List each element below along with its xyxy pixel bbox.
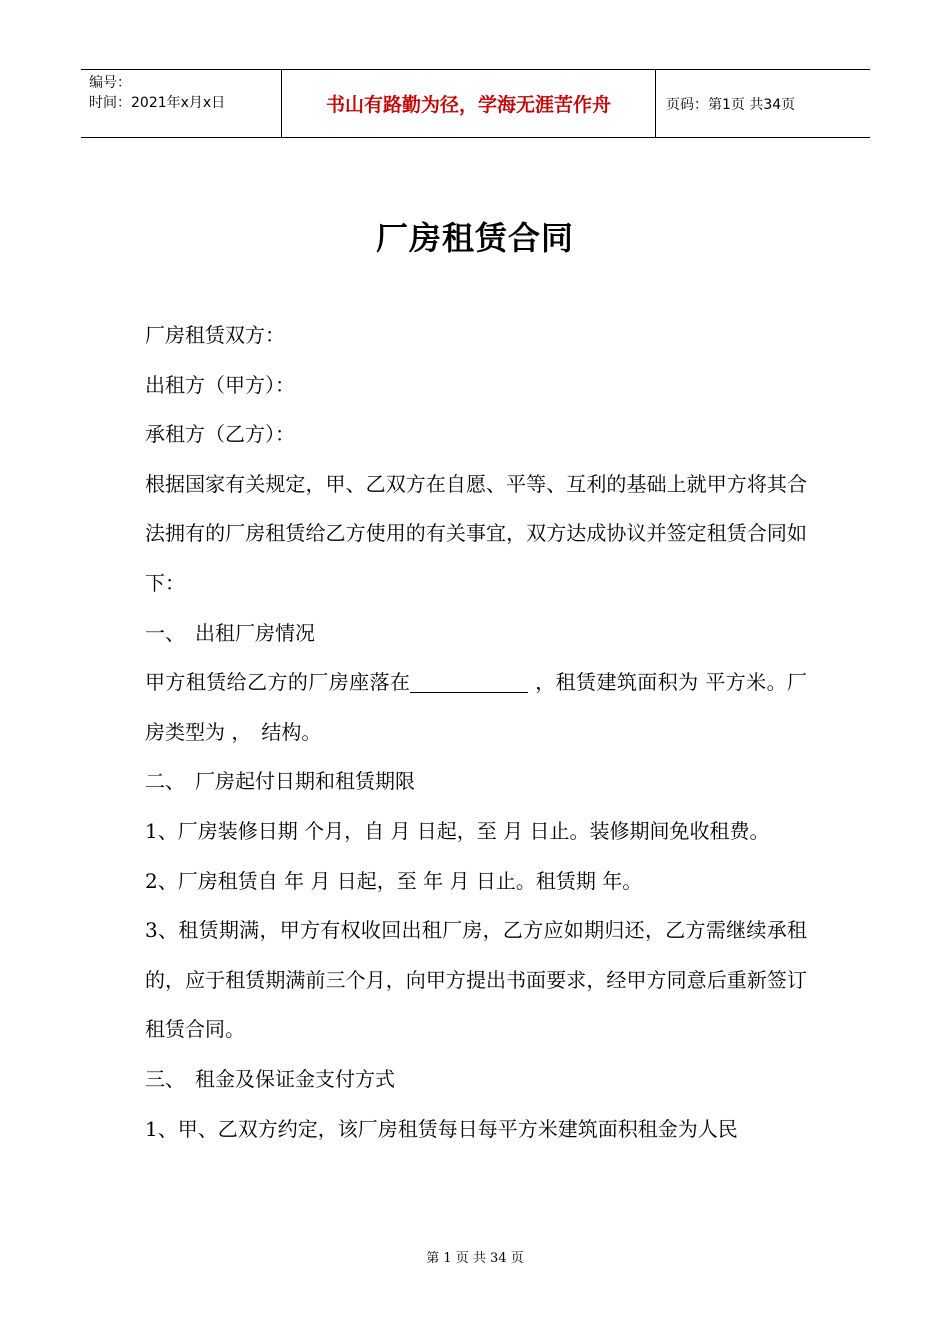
header-motto: 书山有路勤为径，学海无涯苦作舟 bbox=[281, 70, 656, 137]
header-page-info: 页码：第1页 共34页 bbox=[666, 96, 796, 113]
paragraph: 2、厂房租赁自 年 月 日起，至 年 月 日止。租赁期 年。 bbox=[145, 868, 643, 893]
section-heading: 二、 厂房起付日期和租赁期限 bbox=[145, 769, 415, 794]
paragraph: 厂房租赁双方： bbox=[145, 323, 285, 347]
paragraph: 根据国家有关规定，甲、乙双方在自愿、平等、互利的基础上就甲方将其合法拥有的厂房租赁给乙方使用的有关事宜，双方达成协议并签定租赁合同如下： bbox=[145, 471, 807, 595]
header-meta bbox=[81, 70, 281, 137]
paragraph-text: ，租赁建筑面积为 平方米。厂房类型为 ， 结构。 bbox=[145, 670, 808, 744]
paragraph: 1、甲、乙双方约定，该厂房租赁每日每平方米建筑面积租金为人民 bbox=[145, 1116, 738, 1141]
document-body bbox=[145, 311, 807, 1154]
paragraph-text: 甲方租赁给乙方的厂房座落在 bbox=[145, 670, 411, 695]
paragraph: 3、租赁期满，甲方有权收回出租厂房，乙方应如期归还，乙方需继续承租的，应于租赁期满前三个月，向甲方提出书面要求，经甲方同意后重新签订租赁合同。 bbox=[145, 918, 807, 1042]
fill-in-blank bbox=[410, 670, 528, 693]
section-heading: 三、 租金及保证金支付方式 bbox=[145, 1066, 395, 1091]
page-footer: 第 1 页 共 34 页 bbox=[426, 1251, 524, 1266]
page-header bbox=[81, 69, 870, 138]
paragraph: 1、厂房装修日期 个月，自 月 日起，至 月 日止。装修期间免收租费。 bbox=[145, 818, 770, 843]
paragraph: 承租方（乙方）： bbox=[145, 422, 295, 447]
document-title: 厂房租赁合同 bbox=[375, 219, 574, 257]
document-time-label: 时间：2021年x月x日 bbox=[89, 95, 226, 111]
section-heading: 一、 出租厂房情况 bbox=[145, 620, 315, 645]
paragraph bbox=[145, 658, 807, 757]
paragraph: 出租方（甲方）： bbox=[145, 372, 295, 397]
document-number-label: 编号： bbox=[89, 75, 131, 91]
